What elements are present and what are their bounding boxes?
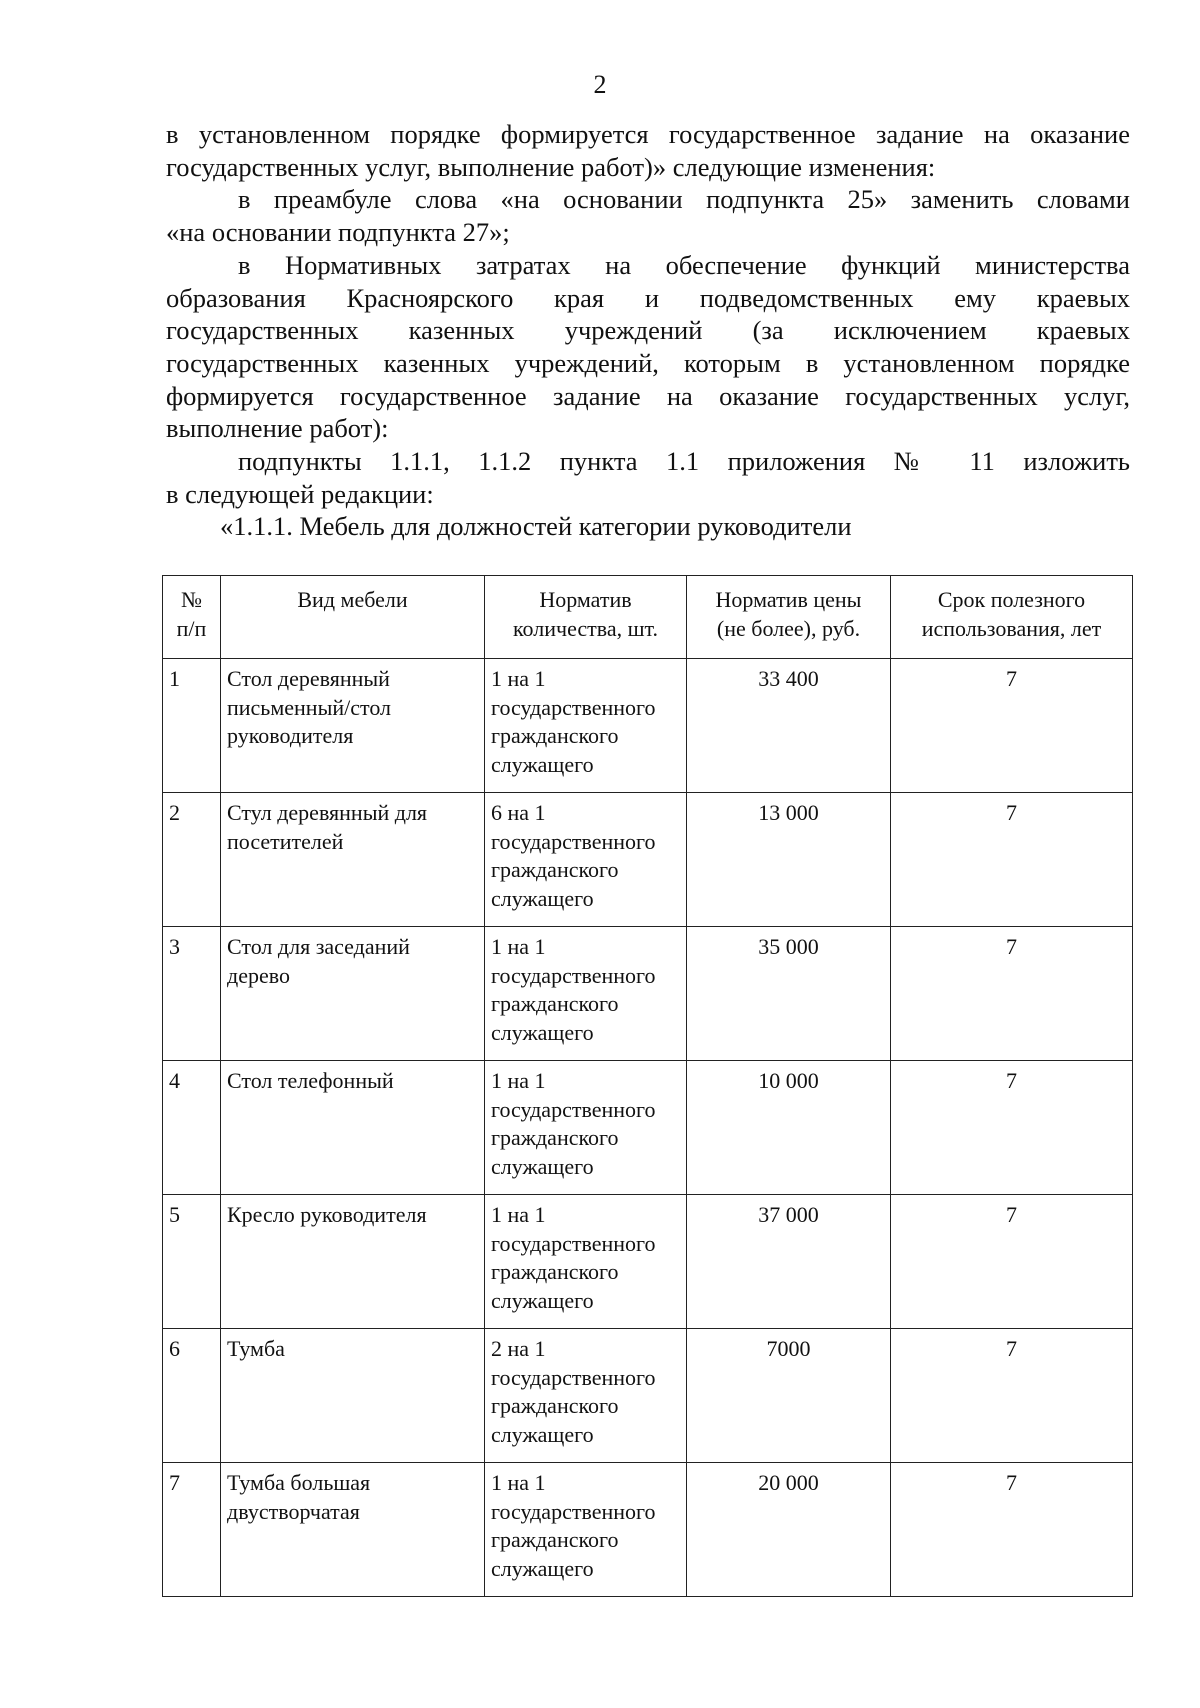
header-row <box>163 576 1133 659</box>
price-norm: 20 000 <box>687 1463 891 1597</box>
price-norm: 35 000 <box>687 927 891 1061</box>
row-number: 6 <box>163 1329 221 1463</box>
furniture-name: Стол деревянный письменный/стол руководителя <box>221 659 485 793</box>
furniture-name: Тумба большая двустворчатая <box>221 1463 485 1597</box>
header-number: № п/п <box>163 576 221 659</box>
price-norm: 13 000 <box>687 793 891 927</box>
row-number: 5 <box>163 1195 221 1329</box>
header-useful-life: Срок полезного использования, лет <box>891 576 1133 659</box>
paragraph-3-line: формируется государственное задание на оказание государственных услуг, <box>166 380 1130 411</box>
price-norm: 37 000 <box>687 1195 891 1329</box>
header-quantity-norm: Норматив количества, шт. <box>485 576 687 659</box>
furniture-name: Стол для заседаний дерево <box>221 927 485 1061</box>
table-row <box>163 1463 1133 1597</box>
paragraph-1-line: в установленном порядке формируется государственное задание на оказание <box>166 119 1130 149</box>
useful-life: 7 <box>891 793 1133 927</box>
quantity-norm: 1 на 1 государственного гражданского служащего <box>485 1061 687 1195</box>
quantity-norm: 1 на 1 государственного гражданского служащего <box>485 659 687 793</box>
useful-life: 7 <box>891 1195 1133 1329</box>
table-row <box>163 927 1133 1061</box>
table-row <box>163 1195 1133 1329</box>
furniture-table <box>162 575 1133 1597</box>
paragraph-3-line: государственных казенных учреждений (за исключением краевых <box>166 315 1130 346</box>
row-number: 3 <box>163 927 221 1061</box>
quantity-norm: 1 на 1 государственного гражданского служащего <box>485 1463 687 1597</box>
furniture-name: Тумба <box>221 1329 485 1463</box>
quantity-norm: 6 на 1 государственного гражданского служащего <box>485 793 687 927</box>
table-row <box>163 793 1133 927</box>
row-number: 7 <box>163 1463 221 1597</box>
useful-life: 7 <box>891 1463 1133 1597</box>
table-body <box>163 659 1133 1597</box>
paragraph-4-line: в следующей редакции: <box>166 478 434 509</box>
paragraph-3-line: государственных казенных учреждений, которым в установленном порядке <box>166 347 1130 378</box>
table-row <box>163 1329 1133 1463</box>
page-number: 2 <box>593 70 607 99</box>
paragraph-4-line: подпункты 1.1.1, 1.1.2 пункта 1.1 приложения № 11 изложить <box>238 446 1130 477</box>
table-header <box>163 576 1133 659</box>
price-norm: 33 400 <box>687 659 891 793</box>
quantity-norm: 1 на 1 государственного гражданского служащего <box>485 1195 687 1329</box>
header-furniture-type: Вид мебели <box>221 576 485 659</box>
row-number: 1 <box>163 659 221 793</box>
useful-life: 7 <box>891 1329 1133 1463</box>
table-row <box>163 659 1133 793</box>
paragraph-2-line: «на основании подпункта 27»; <box>166 217 510 248</box>
table-row <box>163 1061 1133 1195</box>
useful-life: 7 <box>891 927 1133 1061</box>
quantity-norm: 1 на 1 государственного гражданского служащего <box>485 927 687 1061</box>
furniture-name: Стул деревянный для посетителей <box>221 793 485 927</box>
paragraph-1-line: государственных услуг, выполнение работ)» следующие изменения: <box>166 151 936 182</box>
useful-life: 7 <box>891 659 1133 793</box>
paragraph-2-line: в преамбуле слова «на основании подпункта 25» заменить словами <box>238 184 1130 215</box>
quantity-norm: 2 на 1 государственного гражданского служащего <box>485 1329 687 1463</box>
price-norm: 7000 <box>687 1329 891 1463</box>
section-heading: «1.1.1. Мебель для должностей категории руководители <box>220 511 852 542</box>
furniture-name: Стол телефонный <box>221 1061 485 1195</box>
furniture-name: Кресло руководителя <box>221 1195 485 1329</box>
header-price-norm: Норматив цены (не более), руб. <box>687 576 891 659</box>
paragraph-3-line: образования Красноярского края и подведомственных ему краевых <box>166 282 1130 313</box>
price-norm: 10 000 <box>687 1061 891 1195</box>
body-text <box>166 118 1130 543</box>
paragraph-3-line: в Нормативных затратах на обеспечение функций министерства <box>238 249 1130 280</box>
useful-life: 7 <box>891 1061 1133 1195</box>
row-number: 2 <box>163 793 221 927</box>
paragraph-3-line: выполнение работ): <box>166 413 389 444</box>
row-number: 4 <box>163 1061 221 1195</box>
